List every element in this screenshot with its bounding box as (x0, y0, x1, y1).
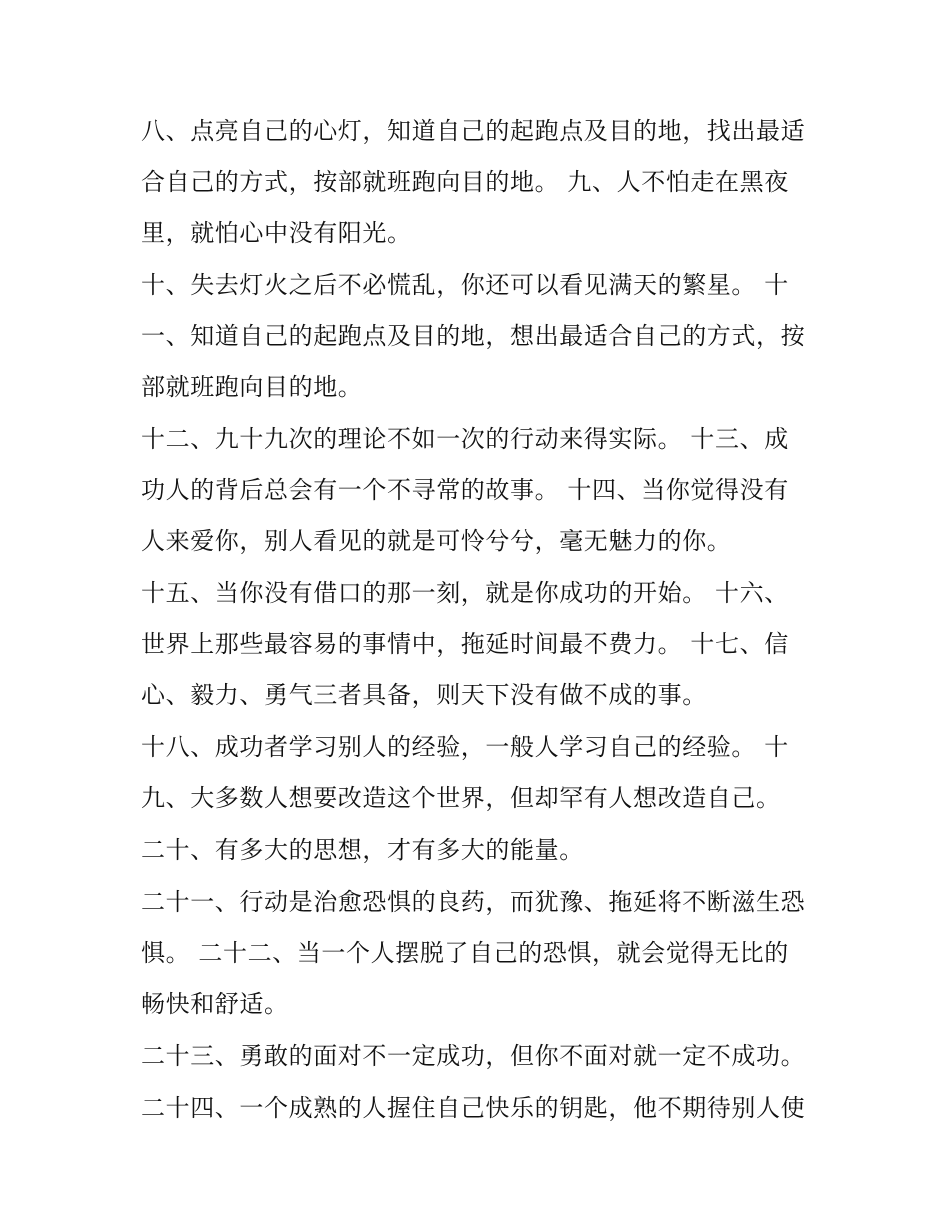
text-line: 里，就怕心中没有阳光。 (141, 219, 412, 247)
text-line: 二十四、一个成熟的人握住自己快乐的钥匙，他不期待别人使 (141, 1094, 806, 1122)
document-body (141, 106, 821, 1135)
paragraph-15-17 (141, 568, 821, 721)
text-line: 十、失去灯火之后不必慌乱，你还可以看见满天的繁星。 十 (141, 271, 789, 299)
text-line: 部就班跑向目的地。 (141, 373, 363, 401)
text-line: 功人的背后总会有一个不寻常的故事。 十四、当你觉得没有 (141, 476, 789, 504)
text-line: 十二、九十九次的理论不如一次的行动来得实际。 十三、成 (141, 425, 789, 453)
text-line: 十五、当你没有借口的那一刻，就是你成功的开始。 十六、 (141, 579, 789, 607)
text-line: 人来爱你，别人看见的就是可怜兮兮，毫无魅力的你。 (141, 527, 732, 555)
text-line: 一、知道自己的起跑点及目的地，想出最适合自己的方式，按 (141, 322, 806, 350)
paragraph-8-9 (141, 106, 821, 259)
paragraph-23 (141, 1031, 821, 1082)
text-line: 畅快和舒适。 (141, 990, 289, 1018)
text-line: 二十一、行动是治愈恐惧的良药，而犹豫、拖延将不断滋生恐 (141, 888, 806, 916)
paragraph-24 (141, 1083, 821, 1134)
paragraph-10-11 (141, 260, 821, 413)
paragraph-18-19 (141, 722, 821, 824)
text-line: 二十、有多大的思想，才有多大的能量。 (141, 836, 584, 864)
text-line: 合自己的方式，按部就班跑向目的地。 九、人不怕走在黑夜 (141, 168, 789, 196)
text-line: 世界上那些最容易的事情中，拖延时间最不费力。 十七、信 (141, 630, 789, 658)
paragraph-12-14 (141, 414, 821, 567)
text-line: 惧。 二十二、当一个人摆脱了自己的恐惧，就会觉得无比的 (141, 939, 789, 967)
paragraph-21-22 (141, 877, 821, 1030)
text-line: 心、毅力、勇气三者具备，则天下没有做不成的事。 (141, 681, 707, 709)
paragraph-20 (141, 825, 821, 876)
text-line: 九、大多数人想要改造这个世界，但却罕有人想改造自己。 (141, 784, 781, 812)
text-line: 八、点亮自己的心灯，知道自己的起跑点及目的地，找出最适 (141, 117, 806, 145)
text-line: 二十三、勇敢的面对不一定成功，但你不面对就一定不成功。 (141, 1042, 806, 1070)
text-line: 十八、成功者学习别人的经验，一般人学习自己的经验。 十 (141, 733, 789, 761)
